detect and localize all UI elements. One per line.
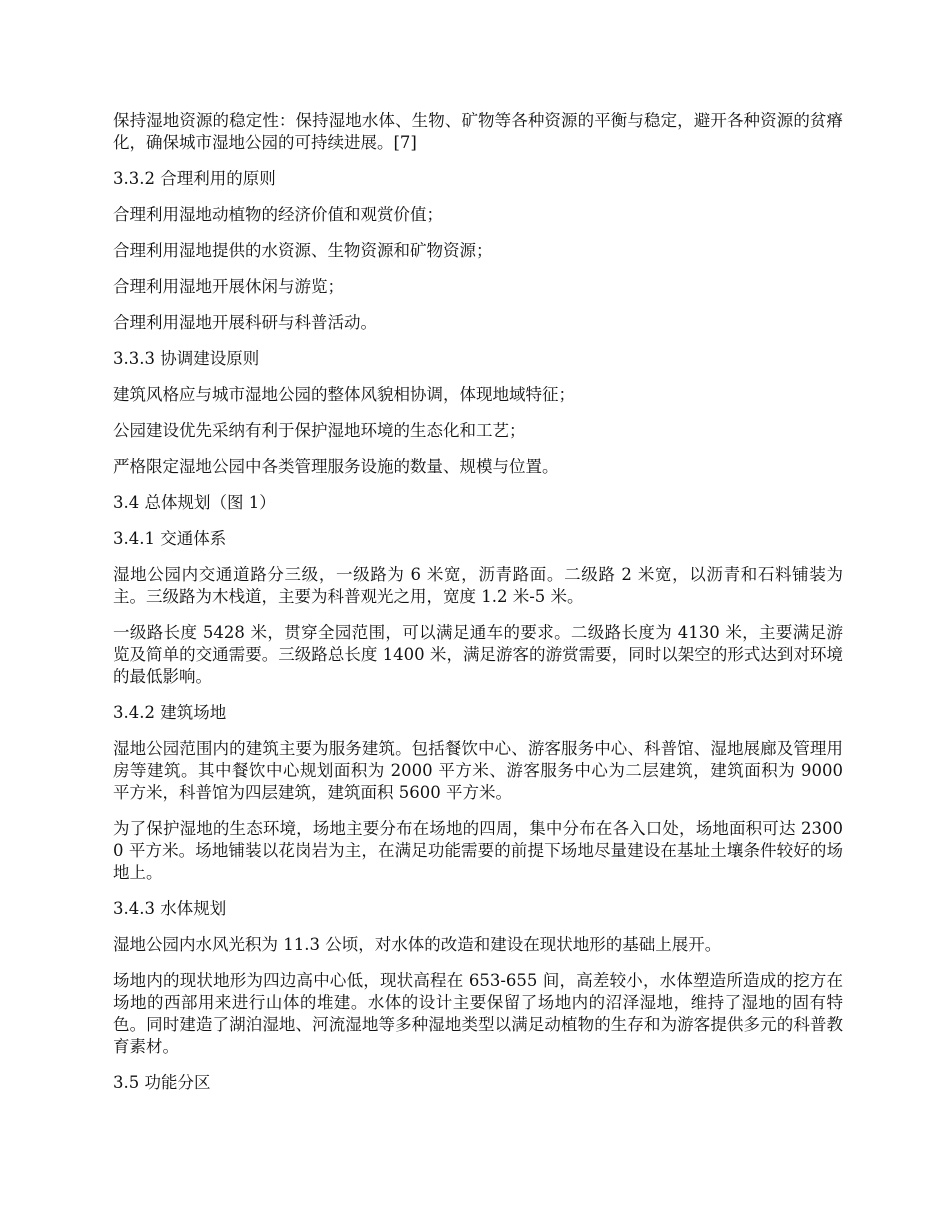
paragraph-use-3: 合理利用湿地开展休闲与游览； [113, 277, 344, 296]
paragraph-use-4: 合理利用湿地开展科研与科普活动。 [113, 313, 377, 332]
paragraph-use-2: 合理利用湿地提供的水资源、生物资源和矿物资源； [113, 241, 493, 260]
paragraph-traffic-1: 湿地公园内交通道路分三级，一级路为 6 米宽，沥青路面。二级路 2 米宽，以沥青和石料铺装为主。三级路为木栈道，主要为科普观光之用，宽度 1.2 米-5 米。 [113, 565, 843, 606]
paragraph-traffic-2: 一级路长度 5428 米，贯穿全园范围，可以满足通车的要求。二级路长度为 4130 米，主要满足游览及简单的交通需要。三级路总长度 1400 米，满足游客的游赏需要，同时以架空的形式达到对环境的最低影响。 [113, 623, 843, 686]
heading-3-3-3: 3.3.3 协调建设原则 [113, 349, 260, 368]
paragraph-building-2: 为了保护湿地的生态环境，场地主要分布在场地的四周，集中分布在各入口处，场地面积可达 23000 平方米。场地铺装以花岗岩为主，在满足功能需要的前提下场地尽量建设在基址土壤条件较好的场地上。 [113, 819, 843, 882]
paragraph-coord-1: 建筑风格应与城市湿地公园的整体风貌相协调，体现地域特征； [113, 385, 575, 404]
paragraph-water-1: 湿地公园内水风光积为 11.3 公顷，对水体的改造和建设在现状地形的基础上展开。 [113, 935, 722, 954]
paragraph-use-1: 合理利用湿地动植物的经济价值和观赏价值； [113, 205, 443, 224]
paragraph-building-1: 湿地公园范围内的建筑主要为服务建筑。包括餐饮中心、游客服务中心、科普馆、湿地展廊及管理用房等建筑。其中餐饮中心规划面积为 2000 平方米、游客服务中心为二层建筑，建筑面积为 9000 平方米，科普馆为四层建筑，建筑面积 5600 平方米。 [113, 739, 843, 802]
heading-3-4: 3.4 总体规划（图 1） [113, 493, 276, 512]
heading-3-4-1: 3.4.1 交通体系 [113, 529, 227, 548]
heading-3-4-3: 3.4.3 水体规划 [113, 899, 227, 918]
paragraph-resource-stability: 保持湿地资源的稳定性：保持湿地水体、生物、矿物等各种资源的平衡与稳定，避开各种资源的贫瘠化，确保城市湿地公园的可持续进展。[7] [113, 111, 843, 152]
paragraph-coord-2: 公园建设优先采纳有利于保护湿地环境的生态化和工艺； [113, 421, 526, 440]
heading-3-3-2: 3.3.2 合理利用的原则 [113, 169, 276, 188]
heading-3-4-2: 3.4.2 建筑场地 [113, 703, 227, 722]
heading-3-5: 3.5 功能分区 [113, 1073, 211, 1092]
paragraph-water-2: 场地内的现状地形为四边高中心低，现状高程在 653-655 间，高差较小，水体塑造所造成的挖方在场地的西部用来进行山体的堆建。水体的设计主要保留了场地内的沼泽湿地，维持了湿地的固有特色。同时建造了湖泊湿地、河流湿地等多种湿地类型以满足动植物的生存和为游客提供多元的科普教育素材。 [113, 971, 843, 1056]
paragraph-coord-3: 严格限定湿地公园中各类管理服务设施的数量、规模与位置。 [113, 457, 559, 476]
document-body [113, 110, 843, 1108]
